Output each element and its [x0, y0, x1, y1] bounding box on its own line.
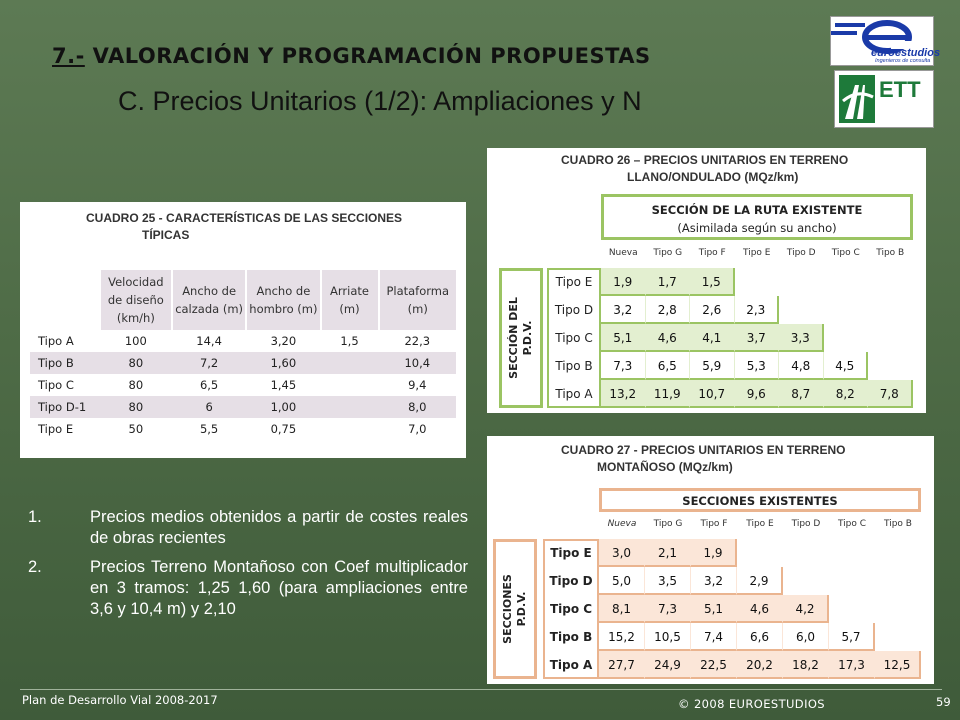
- cuadro27-section-title: SECCIONES EXISTENTES: [682, 494, 838, 508]
- cuadro-25-caption-line1: CUADRO 25 - CARACTERÍSTICAS DE LAS SECCIONES: [86, 211, 403, 225]
- table-cell: 80: [100, 396, 172, 418]
- cuadro-26-caption-line2: LLANO/ONDULADO (MQz/km): [627, 170, 799, 184]
- price-cell: 1,7: [646, 268, 691, 296]
- table-cell: 0,75: [270, 422, 297, 436]
- table-cell: 6: [172, 396, 246, 418]
- price-cell: 17,3: [829, 651, 875, 679]
- column-header: Tipo E: [743, 248, 771, 258]
- table-cell: [321, 352, 379, 374]
- table-cell: 3,20: [270, 334, 297, 348]
- note-item: [28, 557, 468, 620]
- table-cell: 80: [128, 378, 144, 392]
- price-cell: 9,6: [735, 380, 780, 408]
- column-header: Tipo C: [837, 519, 867, 529]
- cuadro26-vertical-label: [507, 297, 535, 379]
- price-cell: 5,9: [690, 352, 735, 380]
- ett-logo: [834, 70, 934, 128]
- table-cell: 1,60: [246, 352, 320, 374]
- slide-subtitle: C. Precios Unitarios (1/2): Ampliaciones y N: [118, 86, 642, 116]
- price-cell: 7,8: [868, 380, 913, 408]
- price-cell: 5,0: [599, 567, 645, 595]
- column-header: Tipo B: [884, 519, 912, 529]
- table-cell: 6,5: [199, 378, 219, 392]
- price-cell: 2,1: [645, 539, 691, 567]
- price-cell: 4,5: [824, 352, 869, 380]
- column-header: Tipo D: [786, 248, 816, 258]
- price-cell: 5,1: [691, 595, 737, 623]
- table-cell: 7,0: [408, 422, 427, 436]
- footer-copyright: © 2008 EUROESTUDIOS: [678, 697, 826, 711]
- cuadro-27-caption-line2: MONTAÑOSO (MQz/km): [597, 460, 733, 474]
- price-cell: 5,1: [601, 324, 646, 352]
- column-header: Tipo D: [791, 519, 821, 529]
- footer-divider: [20, 689, 942, 690]
- note-text: Precios Terreno Montañoso con Coef multiplicador en 3 tramos: 1,25 1,60 (para ampliaciones entre 3,6 y 10,4 m) y 2,10: [90, 558, 468, 618]
- cuadro-26-caption-line1: CUADRO 26 – PRECIOS UNITARIOS EN TERRENO: [561, 153, 849, 167]
- table-row: [30, 396, 456, 418]
- table-cell: 1,00: [246, 396, 320, 418]
- cuadro-25-caption: [86, 210, 402, 244]
- table-cell: [321, 396, 379, 418]
- table-row: [30, 374, 456, 396]
- cuadro26-vertical-label-line2: P.D.V.: [521, 320, 534, 356]
- euroestudios-tagline: Ingenieros de consulta: [875, 58, 931, 64]
- column-header: Nueva: [608, 248, 638, 258]
- price-cell: 22,5: [691, 651, 737, 679]
- price-cell: 1,5: [690, 268, 735, 296]
- price-cell: 8,7: [779, 380, 824, 408]
- price-cell: 3,7: [735, 324, 780, 352]
- row-label: Tipo D-1: [30, 396, 100, 418]
- price-cell: 3,3: [779, 324, 824, 352]
- price-cell: 6,0: [783, 623, 829, 651]
- column-header: Tipo E: [746, 519, 774, 529]
- section-heading: [52, 44, 651, 68]
- price-cell: 11,9: [646, 380, 691, 408]
- cuadro26-section-subtitle: (Asimilada según su ancho): [677, 221, 837, 235]
- ett-text: ETT: [879, 77, 921, 102]
- row-label: Tipo E: [550, 546, 592, 560]
- column-header: Tipo B: [876, 248, 905, 258]
- row-label: Tipo B: [555, 359, 593, 373]
- column-header: Tipo G: [653, 248, 683, 258]
- row-label: Tipo E: [38, 422, 74, 436]
- price-cell: 15,2: [599, 623, 645, 651]
- euroestudios-text: euroestudios: [871, 47, 941, 59]
- price-cell: 2,9: [737, 567, 783, 595]
- footer-page-number: 59: [936, 695, 951, 709]
- euroestudios-logo: [830, 16, 941, 66]
- price-cell: 2,3: [735, 296, 780, 324]
- section-number: 7.-: [52, 44, 85, 68]
- column-header: Tipo C: [831, 248, 860, 258]
- note-number: 1.: [28, 508, 42, 526]
- col-header: Plataforma (m): [379, 270, 457, 330]
- footer-plan: Plan de Desarrollo Vial 2008-2017: [22, 693, 218, 707]
- row-label: Tipo C: [555, 331, 593, 345]
- note-number: 2.: [28, 558, 42, 576]
- cuadro-26-panel: [487, 148, 926, 413]
- cuadro27-vertical-label-line2: P.D.V.: [515, 591, 528, 627]
- table-cell: 22,3: [404, 334, 431, 348]
- cuadro-27-caption: [561, 442, 845, 476]
- column-header: Nueva: [607, 519, 637, 529]
- table-cell: 1,45: [270, 378, 297, 392]
- price-cell: 4,6: [737, 595, 783, 623]
- cuadro-26-caption: [561, 152, 848, 186]
- price-cell: 3,0: [599, 539, 645, 567]
- price-cell: 20,2: [737, 651, 783, 679]
- row-label: Tipo B: [549, 630, 593, 644]
- cuadro26-section-title: SECCIÓN DE LA RUTA EXISTENTE: [651, 203, 863, 217]
- table-row: [30, 352, 456, 374]
- col-header: Ancho de calzada (m): [172, 270, 246, 330]
- cuadro27-vertical-label-box: [493, 539, 537, 679]
- row-label: Tipo A: [549, 658, 593, 672]
- column-header: Tipo F: [698, 248, 726, 258]
- table-cell: [321, 374, 379, 396]
- row-label: Tipo D: [554, 303, 594, 317]
- table-cell: 80: [100, 352, 172, 374]
- price-cell: 4,6: [646, 324, 691, 352]
- notes-list: [28, 507, 468, 628]
- col-header: Arriate (m): [321, 270, 379, 330]
- cuadro-25-caption-line2: TÍPICAS: [142, 228, 190, 242]
- price-cell: 8,2: [824, 380, 869, 408]
- table-row: [30, 330, 456, 352]
- price-cell: 10,5: [645, 623, 691, 651]
- cuadro26-vertical-label-line1: SECCIÓN DEL: [507, 297, 520, 379]
- price-cell: 5,3: [735, 352, 780, 380]
- row-label: Tipo C: [549, 602, 593, 616]
- price-cell: 8,1: [599, 595, 645, 623]
- cuadro27-section-header: [599, 488, 921, 512]
- cuadro-25-panel: [20, 202, 466, 458]
- cuadro26-section-header: [601, 194, 913, 240]
- column-header: Tipo F: [700, 519, 728, 529]
- price-cell: 7,3: [645, 595, 691, 623]
- column-header: Tipo G: [653, 519, 683, 529]
- header-empty-cell: [30, 270, 100, 330]
- table-cell: 10,4: [379, 352, 457, 374]
- cuadro27-vertical-label: [501, 574, 529, 644]
- table-cell: 8,0: [379, 396, 457, 418]
- table-cell: 14,4: [196, 334, 222, 348]
- section-title: VALORACIÓN Y PROGRAMACIÓN PROPUESTAS: [92, 44, 651, 68]
- cuadro-27-panel: [487, 436, 934, 684]
- price-cell: 10,7: [690, 380, 735, 408]
- col-header: Ancho de hombro (m): [246, 270, 320, 330]
- note-text: Precios medios obtenidos a partir de costes reales de obras recientes: [90, 508, 468, 547]
- table-header-row: [30, 270, 456, 330]
- price-cell: 2,8: [646, 296, 691, 324]
- price-cell: 5,7: [829, 623, 875, 651]
- row-label: Tipo C: [38, 378, 74, 392]
- table-row: [30, 418, 456, 440]
- row-label: Tipo E: [555, 275, 593, 289]
- row-label: Tipo A: [555, 387, 593, 401]
- col-header: Velocidad de diseño (km/h): [100, 270, 172, 330]
- price-cell: 3,2: [691, 567, 737, 595]
- price-cell: 3,5: [645, 567, 691, 595]
- row-label: Tipo A: [38, 334, 74, 348]
- price-cell: 3,2: [601, 296, 646, 324]
- price-cell: 12,5: [875, 651, 921, 679]
- table-cell: 50: [128, 422, 144, 436]
- price-cell: 27,7: [599, 651, 645, 679]
- price-cell: 4,2: [783, 595, 829, 623]
- table-cell: [321, 418, 379, 440]
- row-label: Tipo B: [30, 352, 100, 374]
- price-cell: 6,6: [737, 623, 783, 651]
- table-cell: 100: [124, 334, 147, 348]
- row-label: Tipo D: [549, 574, 593, 588]
- cuadro-25-table: [30, 270, 456, 440]
- table-cell: 5,5: [199, 422, 219, 436]
- cuadro-27-caption-line1: CUADRO 27 - PRECIOS UNITARIOS EN TERRENO: [561, 443, 846, 457]
- table-cell: 1,5: [340, 334, 359, 348]
- price-cell: 18,2: [783, 651, 829, 679]
- price-cell: 4,1: [690, 324, 735, 352]
- price-cell: 7,3: [601, 352, 646, 380]
- cuadro27-vertical-label-line1: SECCIONES: [501, 574, 514, 644]
- table-cell: 9,4: [408, 378, 427, 392]
- price-cell: 7,4: [691, 623, 737, 651]
- price-cell: 2,6: [690, 296, 735, 324]
- cuadro26-vertical-label-box: [499, 268, 543, 408]
- table-cell: 7,2: [172, 352, 246, 374]
- note-item: [28, 507, 468, 549]
- price-cell: 1,9: [691, 539, 737, 567]
- price-cell: 6,5: [646, 352, 691, 380]
- price-cell: 4,8: [779, 352, 824, 380]
- price-cell: 13,2: [601, 380, 646, 408]
- price-cell: 1,9: [601, 268, 646, 296]
- price-cell: 24,9: [645, 651, 691, 679]
